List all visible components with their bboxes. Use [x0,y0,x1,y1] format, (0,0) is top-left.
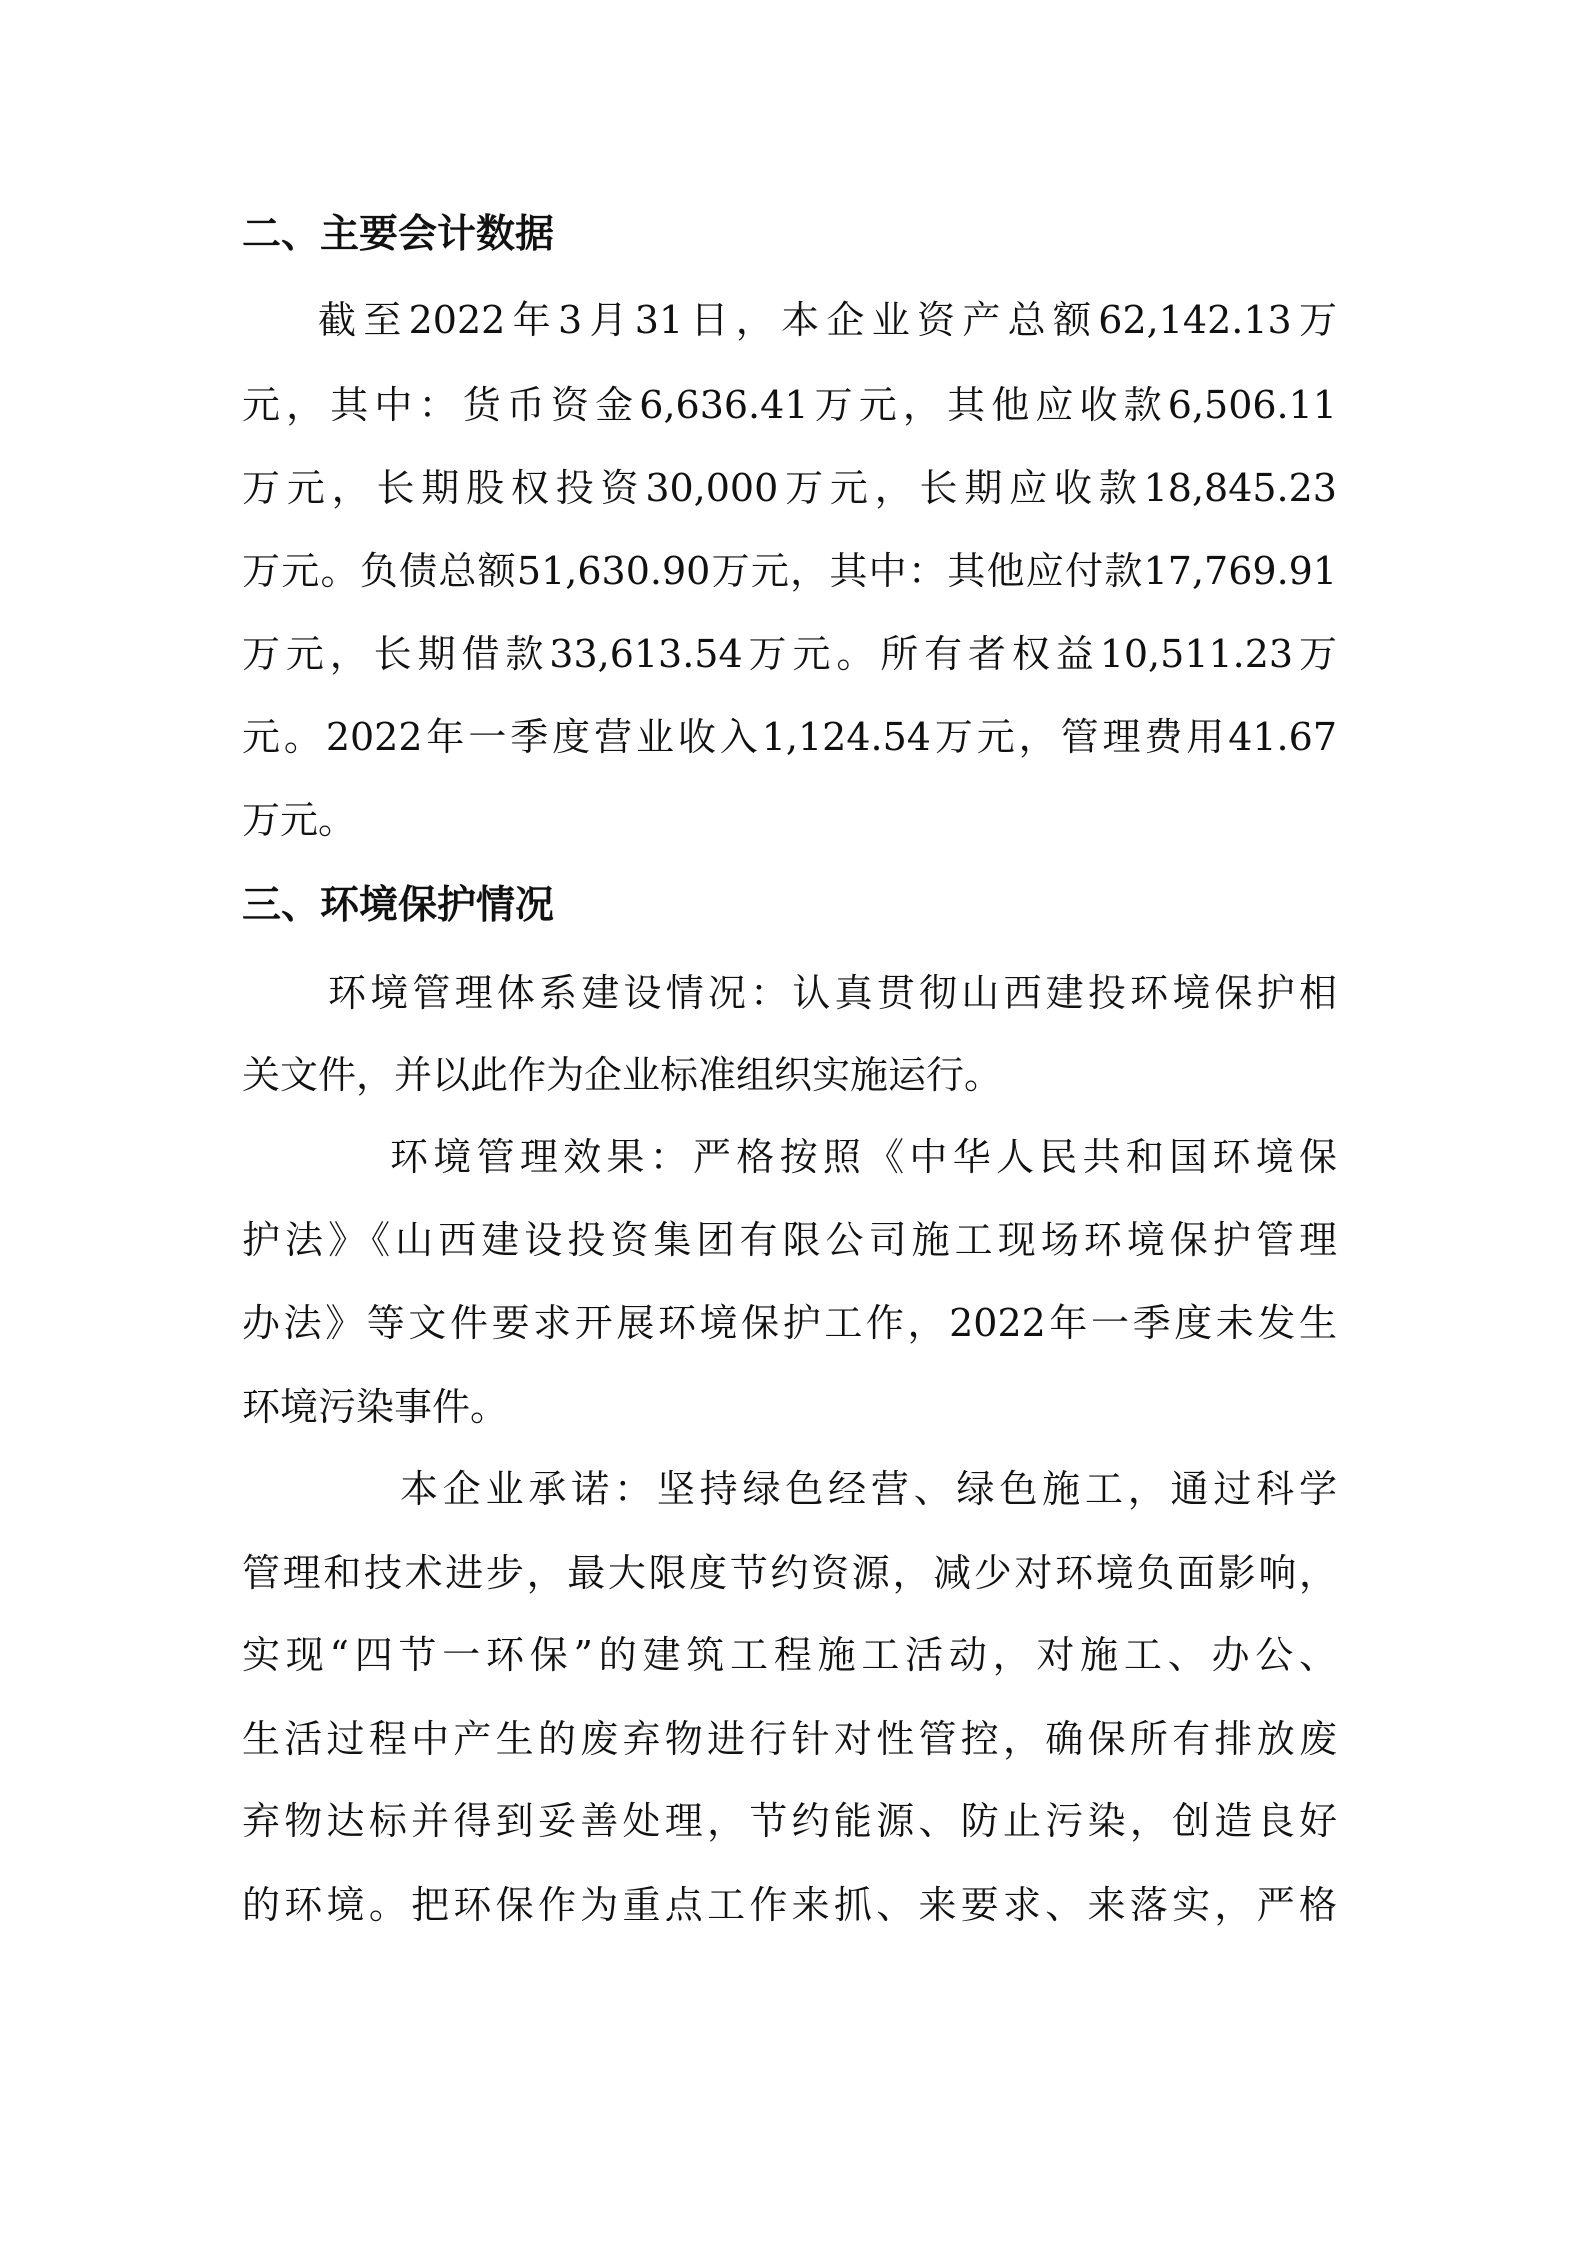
paragraph-line: 万元，长期借款33,613.54万元。所有者权益10,511.23万 [242,632,1337,676]
section-heading-environmental-protection: 三、环境保护情况 [242,883,555,928]
paragraph-line: 环境管理体系建设情况：认真贯彻山西建投环境保护相 [328,971,1337,1015]
paragraph-line: 弃物达标并得到妥善处理，节约能源、防止污染，创造良好 [242,1799,1337,1843]
paragraph-line: 万元，长期股权投资30,000万元，长期应收款18,845.23 [242,466,1337,510]
paragraph-line: 护法》《山西建设投资集团有限公司施工现场环境保护管理 [242,1218,1337,1262]
paragraph-line: 截至2022年3月31日，本企业资产总额62,142.13万 [318,298,1337,342]
paragraph-line: 环境污染事件。 [242,1385,509,1429]
section-heading-accounting-data: 二、主要会计数据 [242,212,555,257]
paragraph-line: 关文件，并以此作为企业标准组织实施运行。 [242,1053,1003,1097]
paragraph-line: 本企业承诺：坚持绿色经营、绿色施工，通过科学 [400,1467,1337,1511]
paragraph-line: 管理和技术进步，最大限度节约资源，减少对环境负面影响， [242,1551,1337,1595]
paragraph-line: 万元。 [242,798,357,842]
paragraph-line: 万元。负债总额51,630.90万元，其中：其他应付款17,769.91 [242,549,1337,593]
paragraph-line: 环境管理效果：严格按照《中华人民共和国环境保 [390,1135,1337,1179]
paragraph-line: 元，其中：货币资金6,636.41万元，其他应收款6,506.11 [242,383,1337,427]
paragraph-line: 生活过程中产生的废弃物进行针对性管控，确保所有排放废 [242,1717,1337,1761]
paragraph-line: 实现“四节一环保”的建筑工程施工活动，对施工、办公、 [242,1633,1337,1677]
paragraph-line: 办法》等文件要求开展环境保护工作，2022年一季度未发生 [242,1301,1337,1345]
paragraph-line: 的环境。把环保作为重点工作来抓、来要求、来落实，严格 [242,1883,1337,1927]
paragraph-line: 元。2022年一季度营业收入1,124.54万元，管理费用41.67 [242,715,1337,759]
